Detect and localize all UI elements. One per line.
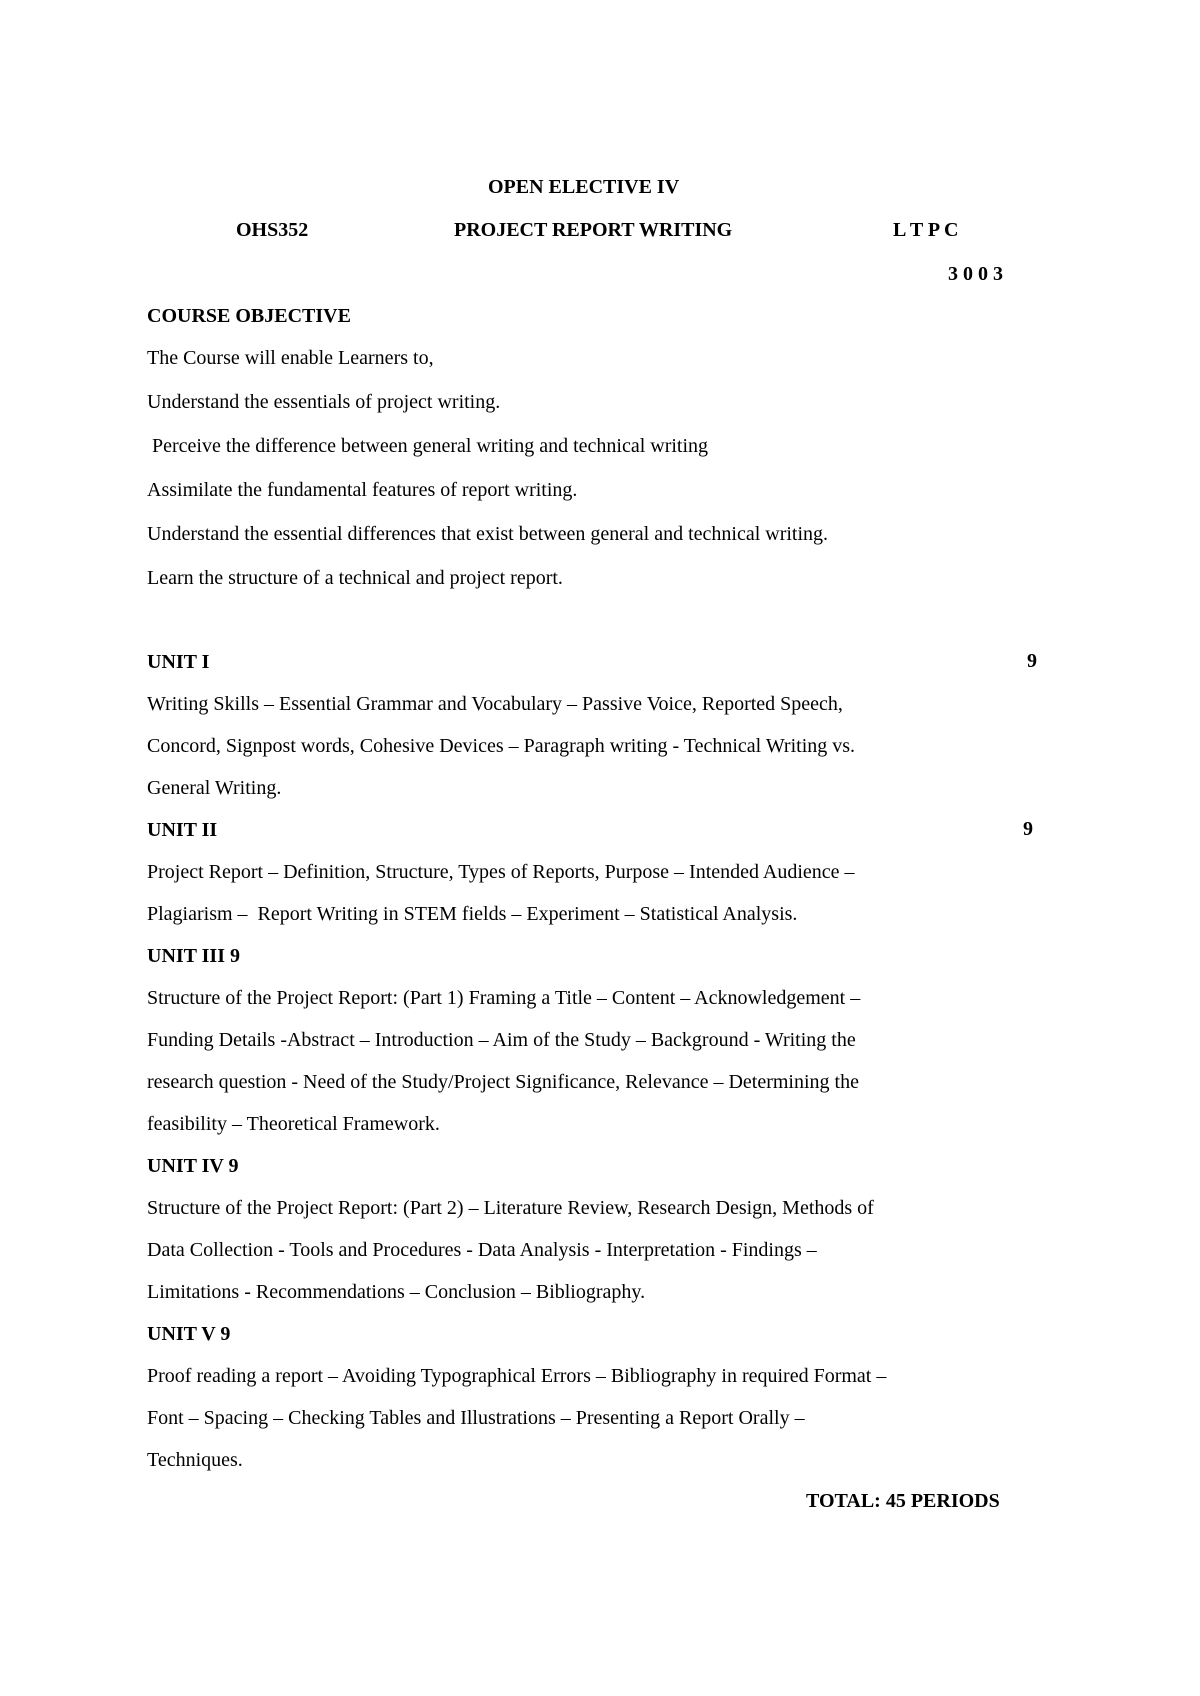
unit-line: General Writing. <box>147 777 282 799</box>
objective-heading: COURSE OBJECTIVE <box>147 305 351 327</box>
unit-line: Data Collection - Tools and Procedures - Data Analysis - Interpretation - Findings – <box>147 1239 817 1261</box>
unit-title: UNIT III 9 <box>147 945 240 967</box>
unit-line: Plagiarism – Report Writing in STEM fields – Experiment – Statistical Analysis. <box>147 903 798 925</box>
unit-line: Concord, Signpost words, Cohesive Devices – Paragraph writing - Technical Writing vs. <box>147 735 856 757</box>
ltpc-label: L T P C <box>893 219 959 241</box>
unit-title: UNIT IV 9 <box>147 1155 239 1177</box>
objective-line: Perceive the difference between general writing and technical writing <box>147 435 709 457</box>
objective-line: Understand the essentials of project writing. <box>147 391 501 413</box>
unit-line: Proof reading a report – Avoiding Typographical Errors – Bibliography in required Format – <box>147 1365 887 1387</box>
course-title: PROJECT REPORT WRITING <box>454 219 733 241</box>
unit-line: Writing Skills – Essential Grammar and Vocabulary – Passive Voice, Reported Speech, <box>147 693 843 715</box>
total-periods: TOTAL: 45 PERIODS <box>806 1490 1000 1512</box>
unit-line: Limitations - Recommendations – Conclusion – Bibliography. <box>147 1281 646 1303</box>
unit-line: Structure of the Project Report: (Part 2) – Literature Review, Research Design, Methods of <box>147 1197 874 1219</box>
course-code: OHS352 <box>236 219 309 241</box>
ltpc-values: 3 0 0 3 <box>948 263 1003 285</box>
elective-title: OPEN ELECTIVE IV <box>488 176 680 198</box>
unit-hours: 9 <box>1023 818 1033 840</box>
unit-title: UNIT II <box>147 819 218 841</box>
objective-line: Learn the structure of a technical and project report. <box>147 567 563 589</box>
unit-line: Font – Spacing – Checking Tables and Illustrations – Presenting a Report Orally – <box>147 1407 805 1429</box>
objective-line: Assimilate the fundamental features of report writing. <box>147 479 578 501</box>
unit-line: Project Report – Definition, Structure, Types of Reports, Purpose – Intended Audience – <box>147 861 855 883</box>
unit-title: UNIT V 9 <box>147 1323 231 1345</box>
unit-line: feasibility – Theoretical Framework. <box>147 1113 440 1135</box>
unit-title: UNIT I <box>147 651 210 673</box>
unit-line: Techniques. <box>147 1449 243 1471</box>
unit-hours: 9 <box>1027 650 1037 672</box>
objective-line: Understand the essential differences that exist between general and technical writing. <box>147 523 829 545</box>
unit-line: Structure of the Project Report: (Part 1) Framing a Title – Content – Acknowledgement – <box>147 987 861 1009</box>
unit-line: Funding Details -Abstract – Introduction – Aim of the Study – Background - Writing the <box>147 1029 856 1051</box>
objective-line: The Course will enable Learners to, <box>147 347 434 369</box>
unit-line: research question - Need of the Study/Project Significance, Relevance – Determining the <box>147 1071 859 1093</box>
